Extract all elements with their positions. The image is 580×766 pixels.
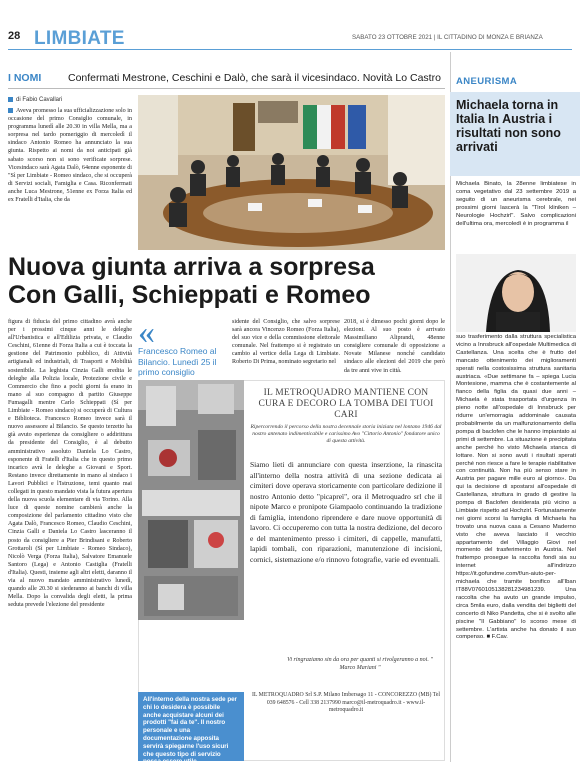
sidebar-headline: Michaela torna in Italia In Austria i risultati non sono arrivati xyxy=(456,98,561,154)
headline-line-1: Nuova giunta arriva a sorpresa xyxy=(8,253,375,281)
ad-blue-box: All'interno della nostra sede per chi lo desidera è possibile anche acquistare alcuni dei prodotti "fai da te". Il nostro personale e una documentazione apposita servirà spiegarne l'uso sicuri che questo tipo di servizio possa essere utile xyxy=(138,692,244,761)
header-date-line: SABATO 23 OTTOBRE 2021 | IL CITTADINO DI MONZA E BRIANZA xyxy=(352,34,543,41)
pull-quote: Francesco Romeo al Bilancio. Lunedì 25 il primo consiglio xyxy=(138,346,217,377)
article-column-1: figura di fiducia del primo cittadino avrà anche per i prossimi cinque anni le deleghe all'Urbanistica e all'Edilizia privata, e Claudio Ceschini, 61enne di Forza Italia a cui è toccata la gestione del Patrimonio pubblico, di Attività artigianali ed industriali, di Trasporti e Mobilità sostenibile. La leghista Cinzia Galli eredita le deleghe alla Polizia locale, Protezione civile e Commercio che fino a pochi giorni fa erano in mano al suo compagno di partito Giuseppe Fumagalli mentre Carlo Schieppati (Sì per Limbiate - Romeo sindaco) si occuperà di Cultura e Biblioteca. Francesco Romeo invece sarà il nuovo assessore al Bilancio. Se questo terzetto ha già avuto esperienze da consigliere o addirittura da presidente del Consiglio, è al debutto amministrativo assoluto Daniela Lo Castro, esponente di Fratelli d'Italia che in questo primo incarico avrà le deleghe a Giovani e Sport. Restano invece direttamente in mano al sindaco i Lavori Pubblici e l'Istruzione, temi quanto mai collegati in questo mandato vista la futura apertura della nuova scuola elementare di via Torino. Alla luce di queste nomine cambierà anche la composizione del parlamento cittadino visto che Agata Dalò, Francesco Romeo, Claudio Ceschini, Cinzia Galli e Daniela Lo Castro lasceranno il posto da consigliere a Pier Brindisani e Roberto Grottaroli (Sì per Limbiate - Romeo Sindaco), Nicolò Verga (Forza Italia), Salvatore Emanuele Santoro (Lega) e Antonio Castiglia (Fratelli d'Italia). Questi, insieme agli altri eletti, daranno il via al nuovo mandato amministrativo lunedì, quando alle 20.30 si siederanno ai banchi di villa Mella. Dopo la convalida degli eletti, la prima seduta prevede l'elezione del presidente xyxy=(8,319,132,609)
cemetery-illustration xyxy=(138,380,244,620)
article-headline xyxy=(8,253,448,309)
article-kicker: I NOMI xyxy=(8,72,42,84)
section-title: LIMBIATE xyxy=(34,28,125,49)
intro-text: Aveva promesso la sua ufficializzazione solo in occasione del primo Consiglio comunale, in programma lunedì alle 20.30 in villa Mella, ma a sorpresa nel tardo pomeriggio di mercoledì il sindaco Antonio Romeo ha annunciato la sua giunta. Rispetto ai nomi da noi anticipati già sabato scorso non si sono verificate sorprese. Vicesindaco sarà Agata Dalò, 64enne esponente di "Sì per Limbiate - Romeo sindaco, che si occuperà di Servizi sociali, Famiglia e Casa. Riconfermati anche Luca Mestrone, 51enne ex Forza Italia ed ex Fratelli d'Italia, che da xyxy=(8,108,132,204)
page-number: 28 xyxy=(8,30,21,42)
sidebar-paragraph-2: suo trasferimento dalla struttura specialistica vicino a Innsbruck all'ospedale Multimedica di Castellanza. Una scelta che è frutto del mancato ottenimento dei miglioramenti sperati nella costosissima struttura sanitaria austriaca. «Due settimane fa – spiega Lucia Montesione, mamma che è costantemente al fianco della figlia da quasi due anni – Michaela è stata trasportata d'urgenza in pieno notte all'ospedale di Innsbruck per ridurre un'emorragia addominale causata probabilmente da un malfunzionamento della pompa di baclofen che le hanno impiantato ai primi di settembre. La situazione è precipitata anche perché ho visto Michaela stanca di lottare. Non si sono avuti i risultati sperati perché non riesce a fare le terapie riabilitative con continuità. Non ha più senso stare in Austria per pagare mille euro al giorno». Da qui la decisione di spostarsi all'ospedale di Castellanza, struttura in grado di gestire la pompa di Baclofen desiderata più vicino a Limbiate rispetto ad Hochzirl. Fortunatamente nei giorni scorsi la famiglia di Michaela ha trovato una nuova casa a Cesano Maderno visto che aveva lasciato il vecchio appartamento del Villaggio Giovi nel momento del trasferimento in Austria. Nel frattempo prosegue la raccolta fondi sia su internet all'indirizzo https://it.gofundme.com/f/un-aiuto-per-michaela che tramite bonifico all'Iban IT88V0760105138281234981239. Una raccolta che ha avuto un grande impulso, circa 5mila euro, dalla vendita dei biglietti del concerto di Niko Pandetta, che si è svolto alle piscine "Il Gabbiano" lo scorso mese di settembre. L'artista anche ha donato il suo compenso. ■ F.Cav. xyxy=(456,334,576,641)
sidebar-kicker: ANEURISMA xyxy=(456,76,518,87)
byline xyxy=(8,97,62,103)
ad-signature: Vi ringraziamo sin da ora per quanti si rivolgeranno a noi. " Marco Mariani " xyxy=(287,657,433,671)
ad-company-info: IL METROQUADRO Srl S.P. Milano Imbersago 11 - CONCOREZZO (MB) Tel 039 648576 - Cell 338 2137990 marco@il-metroquadro.it - www.il-metroquadro.it xyxy=(251,692,441,713)
bullet-square-icon xyxy=(8,108,13,113)
topic-rule xyxy=(8,88,445,89)
article-column-3: sidente del Consiglio, che salvo sorprese sarà ancora Vincenzo Romeo (Forza Italia), del suo vice e della commissione elettorale comunale. Nel frattempo si è registrato un cambio al vertice della Lega di Limbiate. Roberto Di Prima, nominato segretario nel xyxy=(232,319,340,366)
ad-body: Siamo lieti di annunciare con questa inserzione, la rinascita all'interno della nostra attività di una sezione dedicata ai cimiteri dove operava storicamente con particolare dedizione il nostro Antonio detto "picapreì", ora il Metroquadro srl che il nipote Marco e pronipote Giampaolo continuando la tradizione di famiglia, intendono riprendere e dare nuove opportunità di lavoro. Ci occuperemo con tutta la nostra dedizione, del decoro e del mantenimento presso i cimiteri, di cappelle, manufatti, lapidi tombali, con riparazioni, manutenzione di incisioni, cornici, sistemazione e/o rinnovo fotografie, varie ed eventuali. xyxy=(250,460,442,564)
byline-text: di Fabio Cavallari xyxy=(16,97,63,104)
sidebar-paragraph-1: Michaela Binato, la 28enne limbiatese in coma vegetativo dal 23 settembre 2019 a seguito di un aneurisma cerebrale, nei prossimi giorni lascerà la "Tirol kliniken – Neurologie Hochzirl". Salvo complicazioni dell'ultima ora, mercoledì è in programma il xyxy=(456,181,576,227)
ad-title: IL METROQUADRO MANTIENE CON CURA E DECORO LA TOMBA DEI TUOI CARI xyxy=(258,388,434,420)
quote-mark-icon: « xyxy=(138,314,155,351)
portrait-illustration xyxy=(456,254,576,332)
council-meeting-illustration xyxy=(138,95,445,250)
cemetery-photo xyxy=(138,380,244,620)
article-intro xyxy=(8,107,132,251)
ad-subtitle: Ripercorrendo il percorso della nostra decennale storia iniziata nel lontano 1946 dal nostro antenato indimenticabile e carissimo Avo "Cittorio Antonio" fondatore unico di questa attività. xyxy=(250,424,442,444)
header-rule xyxy=(8,49,572,50)
headline-line-2: Con Galli, Schieppati e Romeo xyxy=(8,281,371,309)
article-column-4: 2018, si è dimesso pochi giorni dopo le elezioni. Al suo posto è arrivato Massimiliano Aliprandi, 48enne consigliere comunale di opposizione a Novate Milanese nonché candidato sindaco alle elezioni del 2019 che però da tre anni vive in città. xyxy=(344,319,445,374)
michaela-portrait-photo xyxy=(456,254,576,332)
article-topic: Confermati Mestrone, Ceschini e Dalò, che sarà il vicesindaco. Novità Lo Castro xyxy=(68,72,441,84)
council-meeting-photo xyxy=(138,95,445,250)
bullet-square-icon xyxy=(8,97,13,102)
